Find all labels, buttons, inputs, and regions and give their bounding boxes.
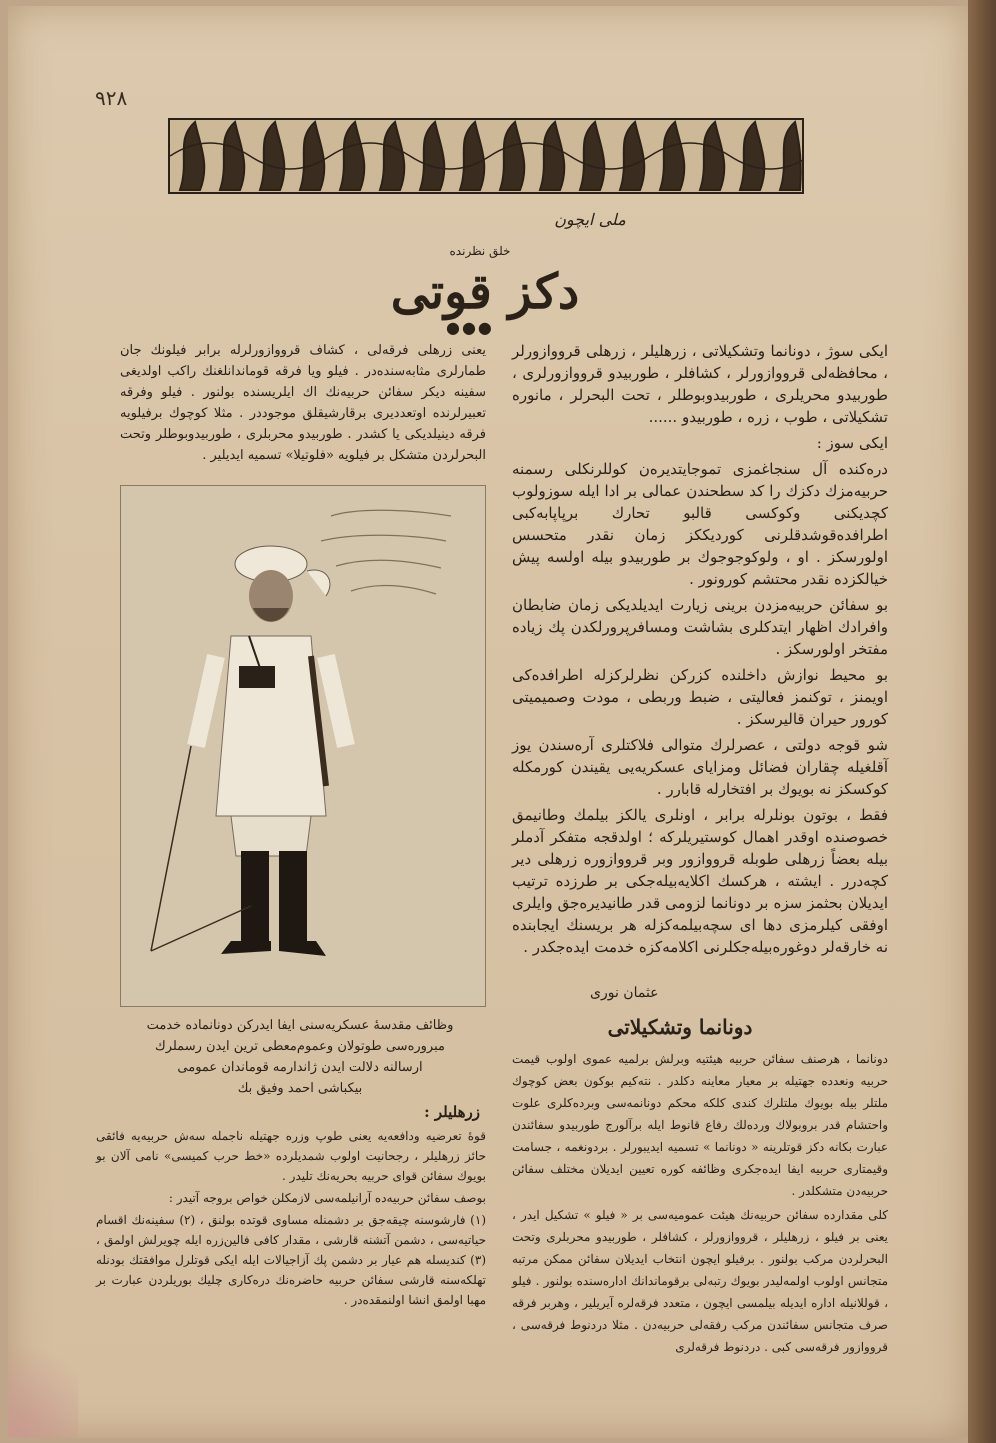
article-title: دکز قوتی bbox=[390, 264, 580, 320]
right-column-text bbox=[512, 340, 888, 962]
photo-caption bbox=[130, 1015, 470, 1099]
page-number: ٩٢٨ bbox=[95, 86, 128, 110]
paragraph: بوصف سفائن حربیه‌ده آرانیلمه‌سی لازمکلن خواص بروجه آتیدر : bbox=[168, 1191, 486, 1205]
paragraph: دونانما ، هرصنف سفائن حربیه هیئتیه وبرلش برلمیه عموی اولوب قیمت حربیه ونعدده جهتیله بر معیار معاینه دکلدر . نته‌کیم بوکون بعض کوچوك ملتلر بیله بویوك ملتلرك کندی کلکه محکم دونانمه‌سی وبرده‌کلری علوت واحتشام قدر بروبولاك ورده‌لك رفاع قانوط ایله برآلورج طوربیدو سفائندن عبارت بکانه دکز قوتلرینه « دونانما » تسمیه ایدیبورلر . بردونغمه ، جسامت وقیمتاری حربیه ایفا ایده‌جکری وظائفه کوره تعیین ایدیلان مختلف سفائن حربیه‌دن متشکلدر . bbox=[512, 1052, 888, 1198]
paragraph: فقط ، بوتون بونلرله برابر ، اونلری یالکز بیلمك وطانیمق خصوصنده اوقدر اهمال کوستیریلرکه ؛ اولدقجه متفکر آدملر بیله بعضاً زرهلی طوبله قرووازور وبر قرووازوره زرهلی دیر کچه‌درر . ایشته ، هرکسك اکلایه‌بیله‌جکی بر طرزده ترتیب ایدیلان بحثمز سزه بر دونانما لزومی قدر طانیدیره‌جق وایلری اوفقی کیلرمزی دها ای سچه‌بیلمه‌کزله هر بریسنك ایجابنده نه خارقه‌لر دوغوره‌بیله‌جکلرنی اکلامه‌کزه خدمت ایده‌جکدر . bbox=[512, 806, 888, 956]
fleet-organization-text bbox=[512, 1048, 888, 1360]
paragraph: دره‌کنده آل سنجاغمزی تموجایتدیرەن کوللرنکلی رسمنه حربیه‌مزك دکزك را کد سطحندن عمالی بر ادا ایله سوزولوب کچدیکنی وکوکسی قالبو تحارك برپاپابه‌کبی اطرافده‌قوشدقلرنی کوردیککز زمان نقدر متحسس اولورسکز . او ، ولوکوجوجوك بر طوربیدو بیله اولسه پیش خیالکزده نقدر محتشم کورونور . bbox=[512, 460, 888, 588]
paragraph: ایکی سوژ ، دونانما وتشکیلاتی ، زرهلیلر ، زرهلی قرووازورلر ، محافظەلی قرووازورلر ، کشافلر ، طوربیدو قرووازورلری ، طوربیدو محریلری ، طوربیدوبوطلر ، تحت البحرلر ، مانوره تشکیلاتی ، طوب ، زره ، طوربیدو ...... bbox=[512, 342, 888, 426]
caption-line: ارسالنه دلالت ایدن ژاندارمه قوماندان عمومی bbox=[177, 1060, 423, 1075]
officer-photograph bbox=[120, 485, 486, 1007]
caption-line: مبرورەسی طوتولان وعموم‌معطی ترین ایدن رسملرك bbox=[154, 1039, 445, 1054]
paragraph: قوهٔ تعرضیه ودافعه‌یه یعنی طوپ وزره جهتیله ناجمله سه‌ش حربیه‌یه فائقی حائز زرهلیلر ، رجحانیت اولوب شمدیلرده «خط حرب کمیسی» نامی آلان بو بویوك سفائن قوای حربیه بحریه‌نك تلیدر . bbox=[96, 1129, 486, 1183]
paragraph: کلی مقدارده سفائن حربیه‌نك هیئت عمومیه‌سی بر « فیلو » تشکیل ایدر ، یعنی بر فیلو ، زرهلیلر ، قرووازورلر ، کشافلر ، طوربیدو محربلری وتحت البحرلردن مرکب بولنور . برفیلو ایچون انتخاب ایدیلان سفائن ممکن مرتبه متجانس اولوب اولمه‌لیدر بویوك رتبه‌لی برقوماندانك اداره‌سنده بولنور . فیلو ، قوللانیله اداره ایدیله بیلمسی ایچون ، متعدد فرقه‌لره آیریلیر ، وهربر فرقه صرف متجانس سفائندن مرکب رفقه‌لی حربیه‌دن . مثلا دردنوط فرقه‌سی ، قرووازور فرقه‌سی کبی . دردنوط فرقه‌لری bbox=[512, 1208, 888, 1354]
armored-ships-heading: زرهلیلر : bbox=[424, 1103, 480, 1121]
paper-stain bbox=[8, 1318, 78, 1438]
armored-ships-text bbox=[96, 1126, 486, 1312]
paragraph: (١) فارشوسنه چیقه‌جق بر دشمنله مساوی قوتده بولنق ، (٢) سفینه‌نك اقسام حیاتیه‌سی ، دشمن آتشنه قارشی ، مقدار کافی فالین‌زره ایله چویرلش اولمق ، (٣) کندیسله هم عیار بر دشمن پك آزاجیالات ایله ایکی قوتلرل موافقتك بودنله تهلکه‌سنه قارشی سفائن حربیه حاضرەنك دره‌کاری چلیك بوریلردن عبارت بر مهبا اولمق انشا اولنمقده‌در . bbox=[96, 1213, 486, 1307]
paragraph: یعنی زرهلی فرقه‌لی ، کشاف قرووازورلرله برابر فیلونك جان طمارلری مثابه‌سنده‌در . فیلو ویا فرقه قوماندانلغنك راکب اولدیغی سفینه دیکر سفائن حربیه‌نك اك ایلریسنده بولنور . فیلو وفرقه تعبیرلرنده اوتعددیری برقارشیقلق موجوددر . مثلا کوچوك برفیلویه فرقه دینیلدیکی یا کشدر . طوربیدو محربلری ، طوربیدوبوطلر وتحت البحرلردن متشکل بر فیلویه «فلوتیلا» تسمیه ایدیلیر . bbox=[120, 343, 486, 463]
paragraph: ایکی سوز : bbox=[816, 434, 888, 452]
decorative-header-banner bbox=[168, 118, 804, 194]
author-signature: عثمان نوری bbox=[590, 985, 659, 1001]
article-subtitle: خلق نظرنده bbox=[449, 244, 511, 258]
paragraph: بو سفائن حربیه‌مزدن برینی زیارت ایدیلدیکی زمان ضابطان وافرادك اظهار ایتدکلری بشاشت ومسافرپرورلکدن پك زیاده مفتخر اولورسکز . bbox=[512, 596, 888, 658]
paragraph: بو محیط نوازش داخلنده کزرکن نظرلرکزله اطرافده‌کی اویمنز ، توکنمز فعالیتی ، ضبط وربطی ، مودت وصمیمیتی کورور حیران قالیرسکز . bbox=[512, 666, 888, 728]
title-separator-dots: ●●● bbox=[446, 318, 494, 337]
section-label: ملی ایچون bbox=[554, 210, 626, 229]
caption-line: بیکباشی احمد وفیق بك bbox=[237, 1081, 363, 1096]
left-column-text bbox=[120, 340, 486, 466]
binding-spine bbox=[968, 0, 996, 1443]
paragraph: شو قوجه دولتی ، عصرلرك متوالی فلاکتلری آرەسندن یوز آقلغیله چقاران فضائل ومزایای عسکریه‌یی یقیندن کورمکله کوکسکز نه بویوك بر افتخارله قابارر . bbox=[512, 736, 888, 798]
caption-line: وظائف مقدسهٔ عسکریه‌سنی ایفا ایدرکن دونانماده خدمت bbox=[146, 1018, 454, 1033]
leaf-pattern-icon bbox=[170, 120, 802, 192]
officer-portrait-image bbox=[121, 486, 485, 1006]
fleet-organization-heading: دونانما وتشکیلاتی bbox=[607, 1015, 753, 1039]
